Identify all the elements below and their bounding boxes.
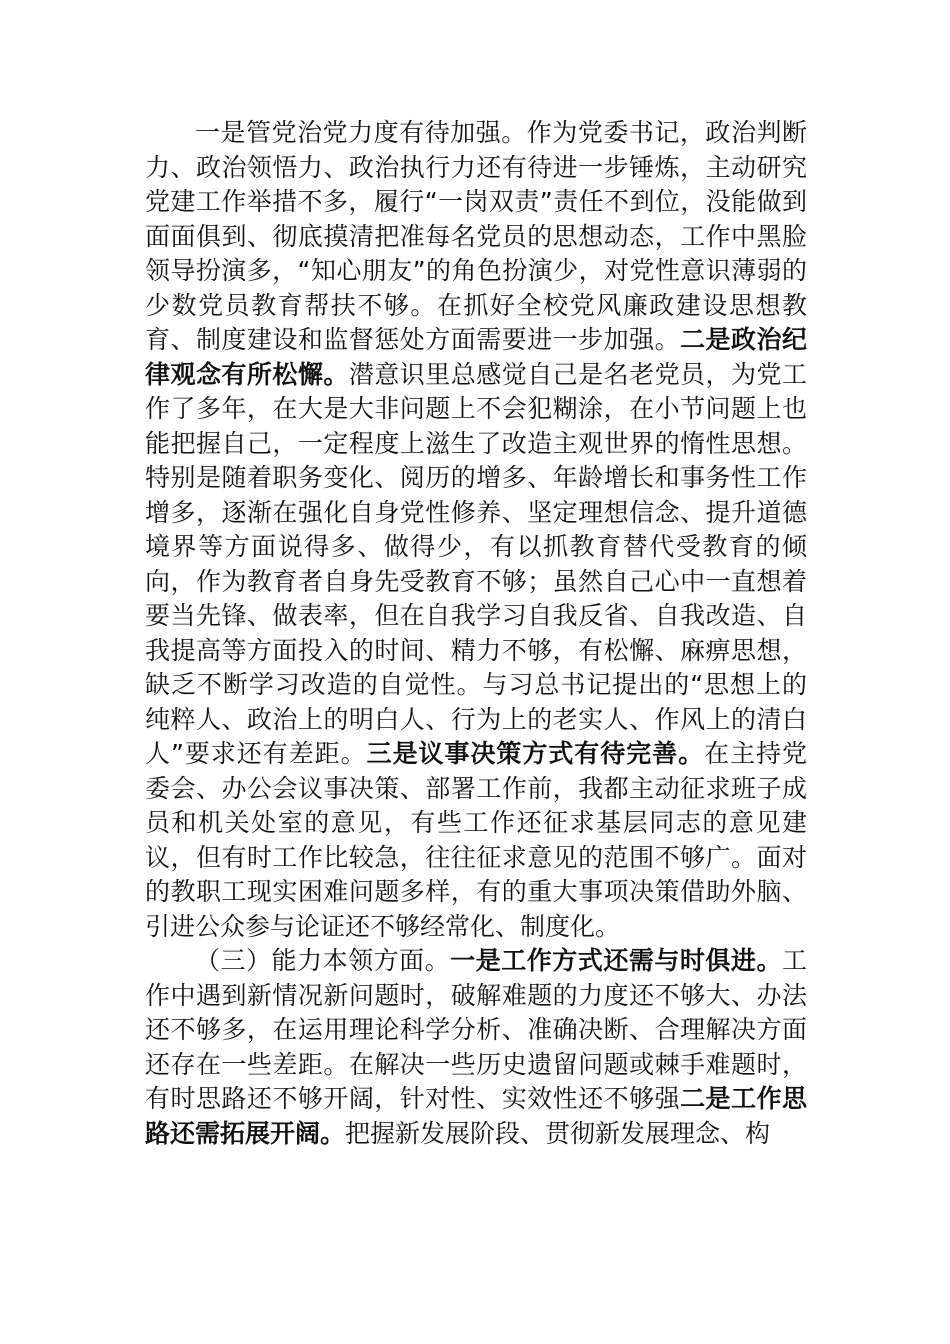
section-label: （三）能力本领方面。 [195,946,451,975]
text-segment: 把握新发展阶段、贯彻新发展理念、构 [345,1118,771,1148]
text-segment: 一是管党治党力度有待加强。作为党委书记，政治判断力、政治领悟力、政治执行力还有待进一步锤炼，主动研究党建工作举措不多，履行“一岗双责”责任不到位，没能做到面面俱到、彻底摸清把准每名党员的思想动态，工作中黑脸领导扮演多，“知心朋友”的角色扮演少，对党性意识薄弱的少数党员教育帮扶不够。在抓好全校党风廉政建设思想教育、制度建设和监督惩处方面需要进一步加强。 [145,118,807,354]
bold-heading-work-methods: 一是工作方式还需与时俱进。 [450,946,782,975]
paragraph-ability [145,944,807,1151]
text-segment: 在主持党委会、办公会议事决策、部署工作前，我都主动征求班子成员和机关处室的意见，有些工作还征求基层同志的意见建议，但有时工作比较急，往往征求意见的范围不够广。面对的教职工现实困难问题多样，有的重大事项决策借助外脑、引进公众参与论证还不够经常化、制度化。 [145,739,807,941]
bold-heading-work-thinking: 二是工作思路还需拓展开阔。 [145,1084,807,1148]
bold-heading-decision-making: 三是议事决策方式有待完善。 [366,739,705,768]
text-segment: 工作中遇到新情况新问题时，破解难题的力度还不够大、办法还不够多，在运用理论科学分析、准确决断、合理解决方面还存在一些差距。在解决一些历史遗留问题或棘手难题时，有时思路还不够开阔，针对性、实效性还不够强 [145,946,807,1113]
bold-heading-political-discipline: 二是政治纪律观念有所松懈。 [145,325,807,389]
text-segment: 潜意识里总感觉自己是名老党员，为党工作了多年，在大是大非问题上不会犯糊涂，在小节问题上也能把握自己，一定程度上滋生了改造主观世界的惰性思想。特别是随着职务变化、阅历的增多、年龄增长和事务性工作增多，逐渐在强化自身党性修养、坚定理想信念、提升道德境界等方面说得多、做得少，有以抓教育替代受教育的倾向，作为教育者自身先受教育不够；虽然自己心中一直想着要当先锋、做表率，但在自我学习自我反省、自我改造、自我提高等方面投入的时间、精力不够，有松懈、麻痹思想，缺乏不断学习改造的自觉性。与习总书记提出的“思想上的纯粹人、政治上的明白人、行为上的老实人、作风上的清白人”要求还有差距。 [145,359,807,768]
paragraph-discipline [145,116,807,944]
document-page [145,116,807,1151]
